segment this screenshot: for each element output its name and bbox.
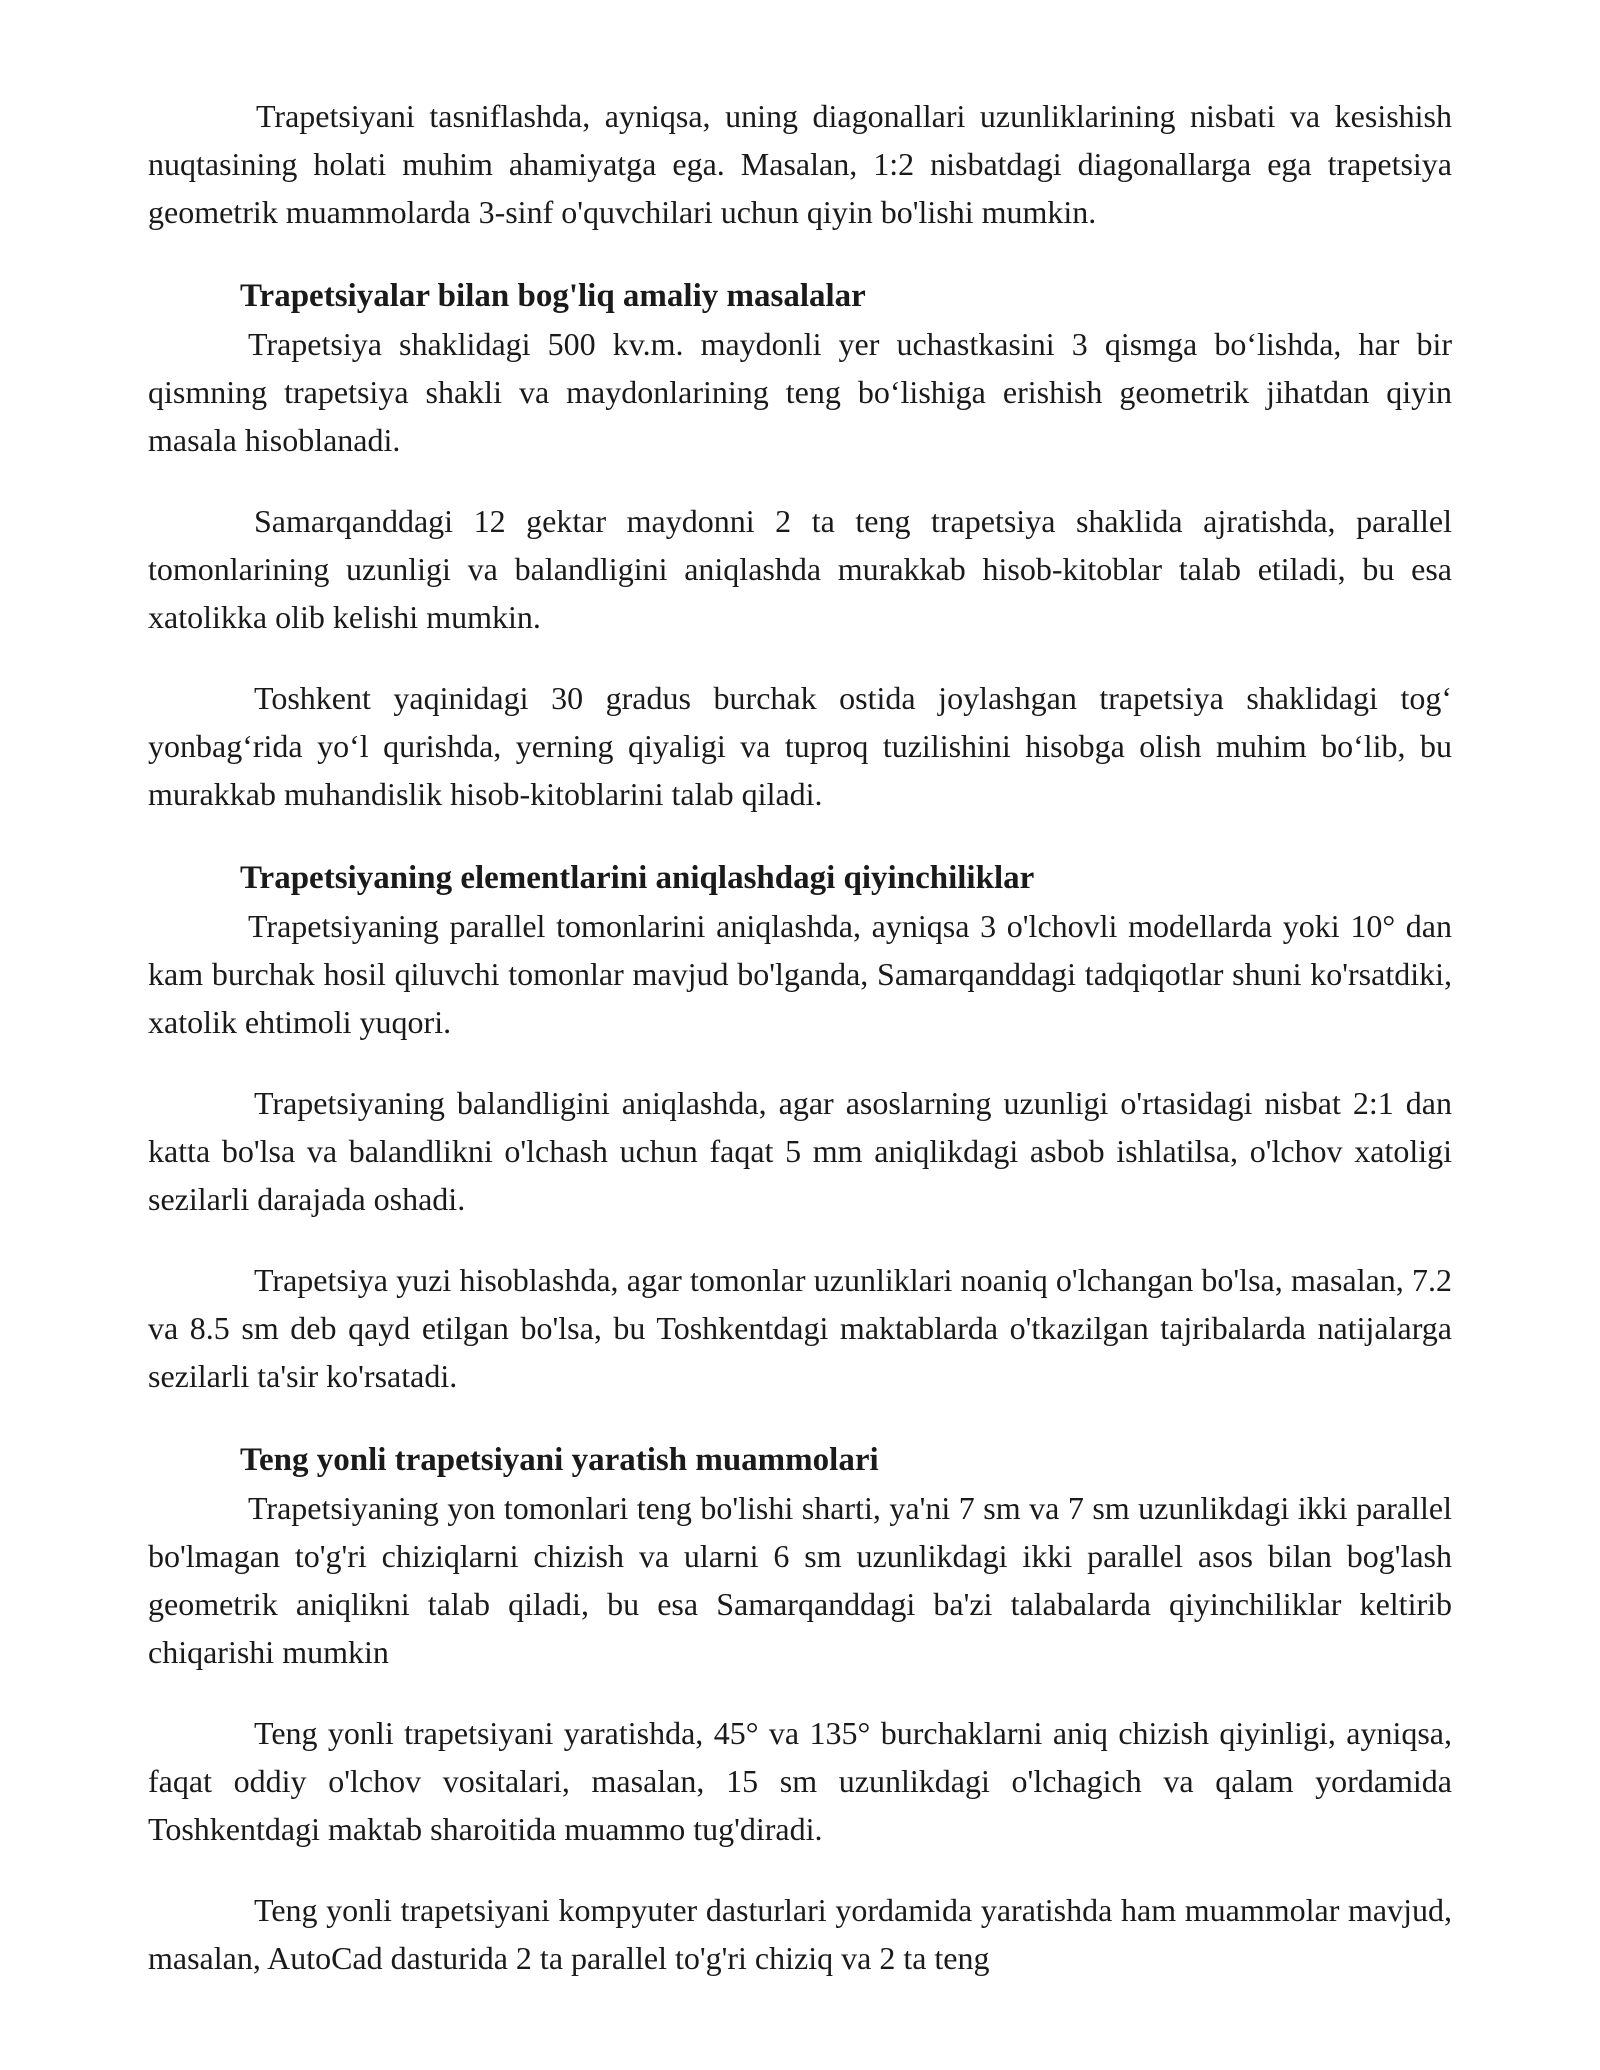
paragraph-height-measure: Trapetsiyaning balandligini aniqlashda, agar asoslarning uzunligi o'rtasidagi nisbat 2:1 dan katta bo'lsa va balandlikni o'lchash uchun faqat 5 mm aniqlikdagi asbob ishlatilsa, o'lchov xatoligi sezilarli darajada oshadi. <box>148 1085 1452 1217</box>
paragraph-software: Teng yonli trapetsiyani kompyuter dasturlari yordamida yaratishda ham muammolar mavjud, masalan, AutoCad dasturida 2 ta parallel to'g'ri chiziq va 2 ta teng <box>148 1892 1452 1976</box>
paragraph-angles: Teng yonli trapetsiyani yaratishda, 45° va 135° burchaklarni aniq chizish qiyinligi, ayniqsa, faqat oddiy o'lchov vositalari, masalan, 15 sm uzunlikdagi o'lchagich va qalam yordamida Toshkentdagi maktab sharoitida muammo tug'diradi. <box>148 1715 1452 1847</box>
document-page <box>148 92 1452 1982</box>
paragraph-parallel-sides: Trapetsiyaning parallel tomonlarini aniqlashda, ayniqsa 3 o'lchovli modellarda yoki 10° dan kam burchak hosil qiluvchi tomonlar mavjud bo'lganda, Samarqanddagi tadqiqotlar shuni ko'rsatdiki, xatolik ehtimoli yuqori. <box>148 908 1452 1040</box>
paragraph-area-calc: Trapetsiya yuzi hisoblashda, agar tomonlar uzunliklari noaniq o'lchangan bo'lsa, masalan, 7.2 va 8.5 sm deb qayd etilgan bo'lsa, bu Toshkentdagi maktablarda o'tkazilgan tajribalarda natijalarga sezilarli ta'sir ko'rsatadi. <box>148 1262 1452 1394</box>
heading-isosceles-problems: Teng yonli trapetsiyani yaratish muammolari <box>240 1442 879 1478</box>
paragraph-diagonals: Trapetsiyani tasniflashda, ayniqsa, uning diagonallari uzunliklarining nisbati va kesishish nuqtasining holati muhim ahamiyatga ega. Masalan, 1:2 nisbatdagi diagonallarga ega trapetsiya geometrik muammolarda 3-sinf o'quvchilari uchun qiyin bo'lishi mumkin. <box>148 98 1452 230</box>
heading-element-difficulties: Trapetsiyaning elementlarini aniqlashdagi qiyinchiliklar <box>240 860 1035 896</box>
paragraph-samarkand-hectares: Samarqanddagi 12 gektar maydonni 2 ta teng trapetsiya shaklida ajratishda, parallel tomonlarining uzunligi va balandligini aniqlashda murakkab hisob-kitoblar talab etiladi, bu esa xatolikka olib kelishi mumkin. <box>148 503 1452 635</box>
paragraph-land-plot: Trapetsiya shaklidagi 500 kv.m. maydonli yer uchastkasini 3 qismga bo‘lishda, har bir qismning trapetsiya shakli va maydonlarining teng bo‘lishiga erishish geometrik jihatdan qiyin masala hisoblanadi. <box>148 326 1452 458</box>
paragraph-tashkent-slope: Toshkent yaqinidagi 30 gradus burchak ostida joylashgan trapetsiya shaklidagi tog‘ yonbag‘rida yo‘l qurishda, yerning qiyaligi va tuproq tuzilishini hisobga olish muhim bo‘lib, bu murakkab muhandislik hisob-kitoblarini talab qiladi. <box>148 680 1452 812</box>
paragraph-equal-sides: Trapetsiyaning yon tomonlari teng bo'lishi sharti, ya'ni 7 sm va 7 sm uzunlikdagi ikki parallel bo'lmagan to'g'ri chiziqlarni chizish va ularni 6 sm uzunlikdagi ikki parallel asos bilan bog'lash geometrik aniqlikni talab qiladi, bu esa Samarqanddagi ba'zi talabalarda qiyinchiliklar keltirib chiqarishi mumkin <box>148 1490 1452 1670</box>
heading-practical-problems: Trapetsiyalar bilan bog'liq amaliy masalalar <box>240 278 866 314</box>
